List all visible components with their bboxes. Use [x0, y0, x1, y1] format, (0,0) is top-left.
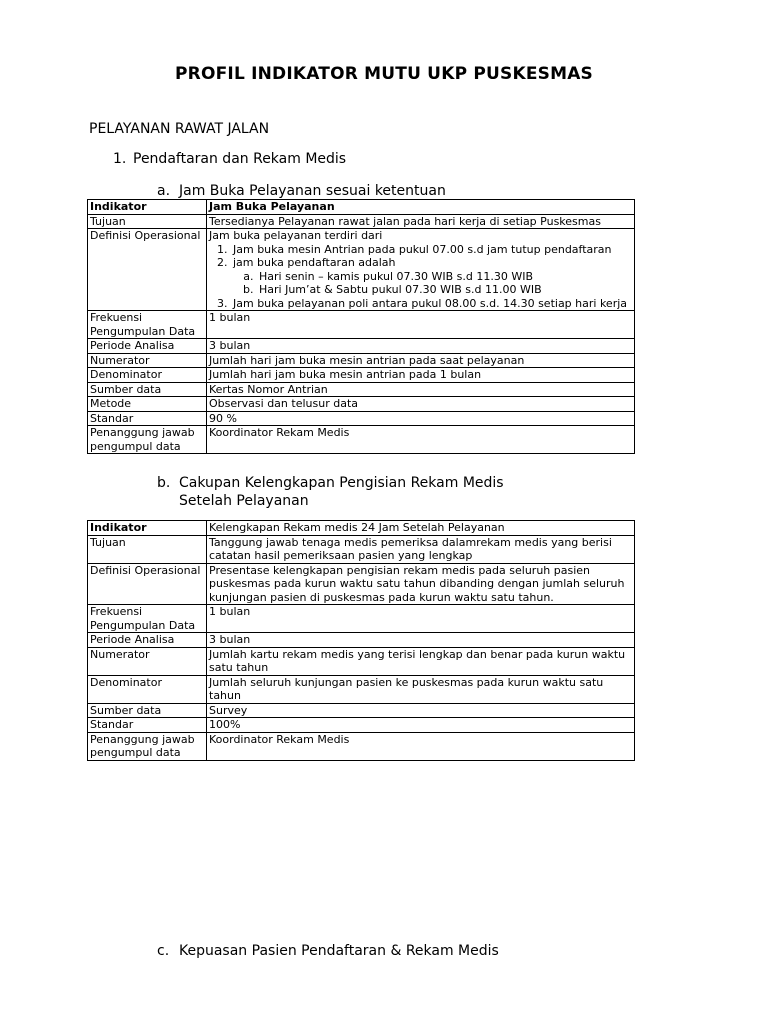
- table-row: [88, 368, 635, 383]
- row-value-frekuensi: 1 bulan: [207, 605, 635, 633]
- subsection-number: 1.: [113, 151, 127, 167]
- section-heading: PELAYANAN RAWAT JALAN: [89, 121, 270, 137]
- definisi-sublist: [233, 270, 632, 297]
- heading-b-text-line2: Setelah Pelayanan: [179, 493, 309, 509]
- table-row: [88, 353, 635, 368]
- list-item: [257, 283, 632, 297]
- row-value-penanggung: Koordinator Rekam Medis: [207, 426, 635, 454]
- row-value-numerator: Jumlah hari jam buka mesin antrian pada saat pelayanan: [207, 353, 635, 368]
- table-row: [88, 605, 635, 633]
- row-label-definisi: Definisi Operasional: [88, 229, 207, 311]
- table-row: [88, 411, 635, 426]
- list-item: [231, 243, 632, 257]
- heading-a-text: Jam Buka Pelayanan sesuai ketentuan: [179, 183, 446, 199]
- document-title: PROFIL INDIKATOR MUTU UKP PUSKESMAS: [175, 64, 593, 84]
- row-label-denominator: Denominator: [88, 675, 207, 703]
- heading-b-text-line1: Cakupan Kelengkapan Pengisian Rekam Medis: [179, 475, 504, 491]
- table-row: [88, 563, 635, 605]
- row-label-standar: Standar: [88, 718, 207, 733]
- row-label-periode: Periode Analisa: [88, 633, 207, 648]
- table-row: [88, 214, 635, 229]
- row-label-numerator: Numerator: [88, 647, 207, 675]
- row-value-sumber: Kertas Nomor Antrian: [207, 382, 635, 397]
- row-value-numerator: Jumlah kartu rekam medis yang terisi lengkap dan benar pada kurun waktu satu tahun: [207, 647, 635, 675]
- row-value-sumber: Survey: [207, 703, 635, 718]
- table-row: [88, 718, 635, 733]
- table-row: [88, 382, 635, 397]
- list-item: [231, 256, 632, 297]
- row-value-periode: 3 bulan: [207, 339, 635, 354]
- row-value-metode: Observasi dan telusur data: [207, 397, 635, 412]
- heading-b: [157, 474, 504, 510]
- table-row: [88, 229, 635, 311]
- list-item: [257, 270, 632, 284]
- indicator-table-b: [87, 520, 635, 761]
- table-row: [88, 521, 635, 536]
- table-row: [88, 732, 635, 760]
- heading-c-letter: c.: [157, 943, 170, 959]
- list-item-text: Jam buka mesin Antrian pada pukul 07.00 s.d jam tutup pendaftaran: [233, 242, 612, 256]
- table-row: [88, 426, 635, 454]
- table-row: [88, 311, 635, 339]
- row-label-indikator: Indikator: [88, 200, 207, 215]
- table-row: [88, 535, 635, 563]
- subsection-label: Pendaftaran dan Rekam Medis: [133, 151, 347, 167]
- heading-b-letter: b.: [157, 475, 171, 491]
- table-row: [88, 200, 635, 215]
- list-item-text: Hari senin – kamis pukul 07.30 WIB s.d 11.30 WIB: [259, 269, 534, 283]
- table-row: [88, 647, 635, 675]
- row-label-metode: Metode: [88, 397, 207, 412]
- table-row: [88, 703, 635, 718]
- row-value-periode: 3 bulan: [207, 633, 635, 648]
- row-value-frekuensi: 1 bulan: [207, 311, 635, 339]
- table-row: [88, 397, 635, 412]
- row-value-indikator: Kelengkapan Rekam medis 24 Jam Setelah Pelayanan: [207, 521, 635, 536]
- table-row: [88, 339, 635, 354]
- row-value-standar: 100%: [207, 718, 635, 733]
- row-label-frekuensi: Frekuensi Pengumpulan Data: [88, 605, 207, 633]
- table-row: [88, 675, 635, 703]
- table-row: [88, 633, 635, 648]
- heading-a: [157, 182, 446, 200]
- row-label-numerator: Numerator: [88, 353, 207, 368]
- row-label-sumber: Sumber data: [88, 703, 207, 718]
- row-value-standar: 90 %: [207, 411, 635, 426]
- list-item-text: Hari Jum’at & Sabtu pukul 07.30 WIB s.d 11.00 WIB: [259, 283, 542, 296]
- row-label-tujuan: Tujuan: [88, 535, 207, 563]
- row-label-denominator: Denominator: [88, 368, 207, 383]
- heading-a-letter: a.: [157, 183, 171, 199]
- row-label-indikator: Indikator: [88, 521, 207, 536]
- row-label-frekuensi: Frekuensi Pengumpulan Data: [88, 311, 207, 339]
- row-value-denominator: Jumlah seluruh kunjungan pasien ke puskesmas pada kurun waktu satu tahun: [207, 675, 635, 703]
- list-item-text: Jam buka pelayanan poli antara pukul 08.00 s.d. 14.30 setiap hari kerja: [233, 296, 628, 310]
- row-label-sumber: Sumber data: [88, 382, 207, 397]
- row-label-periode: Periode Analisa: [88, 339, 207, 354]
- row-label-standar: Standar: [88, 411, 207, 426]
- definisi-intro: Jam buka pelayanan terdiri dari: [209, 229, 383, 242]
- row-label-tujuan: Tujuan: [88, 214, 207, 229]
- heading-c: [157, 942, 499, 960]
- row-value-penanggung: Koordinator Rekam Medis: [207, 732, 635, 760]
- list-item-text: jam buka pendaftaran adalah: [233, 256, 396, 269]
- row-value-indikator: Jam Buka Pelayanan: [207, 200, 635, 215]
- row-value-denominator: Jumlah hari jam buka mesin antrian pada 1 bulan: [207, 368, 635, 383]
- row-value-tujuan: Tanggung jawab tenaga medis pemeriksa dalamrekam medis yang berisi catatan hasil pemeriksaan pasien yang lengkap: [207, 535, 635, 563]
- heading-c-text: Kepuasan Pasien Pendaftaran & Rekam Medis: [179, 943, 499, 959]
- row-value-tujuan: Tersedianya Pelayanan rawat jalan pada hari kerja di setiap Puskesmas: [207, 214, 635, 229]
- row-value-definisi: Presentase kelengkapan pengisian rekam medis pada seluruh pasien puskesmas pada kurun waktu satu tahun dibanding dengan jumlah seluruh kunjungan pasien di puskesmas pada kurun waktu satu tahun.: [207, 563, 635, 605]
- row-label-definisi: Definisi Operasional: [88, 563, 207, 605]
- subsection-heading: [113, 151, 346, 167]
- definisi-list: [209, 243, 632, 311]
- row-label-penanggung: Penanggung jawab pengumpul data: [88, 426, 207, 454]
- list-item: [231, 297, 632, 311]
- row-label-penanggung: Penanggung jawab pengumpul data: [88, 732, 207, 760]
- indicator-table-a: [87, 199, 635, 454]
- row-value-definisi: [207, 229, 635, 311]
